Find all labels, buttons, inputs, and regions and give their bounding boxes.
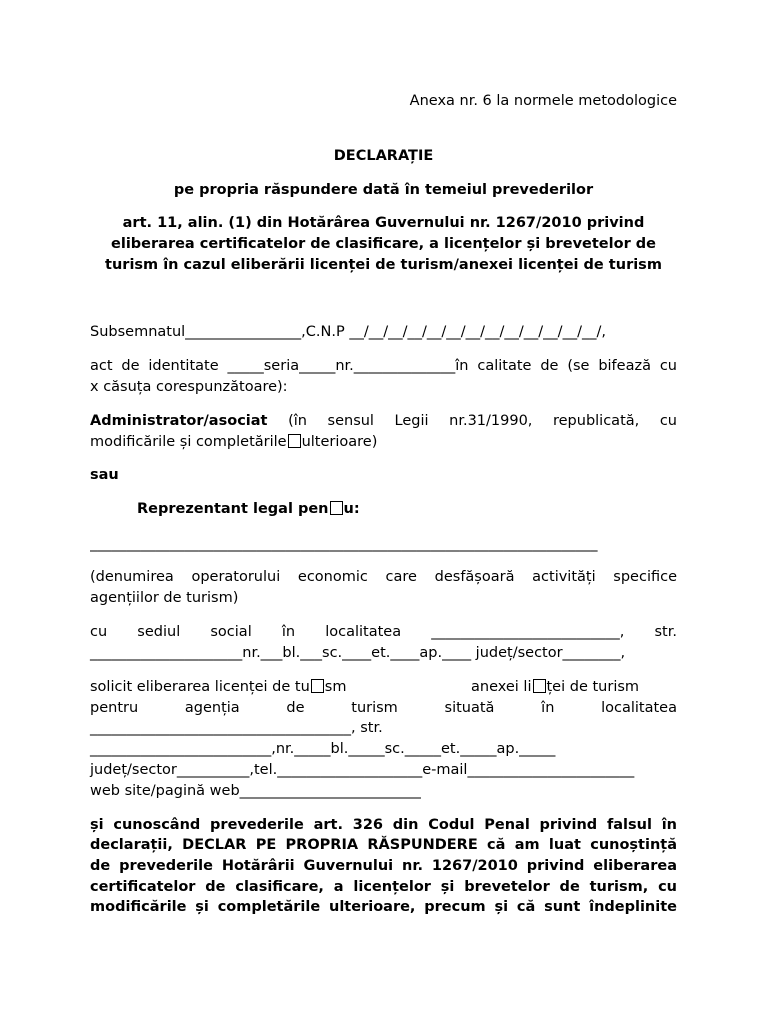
administrator-text: (în sensul Legii nr.31/1990, republicată, cu xyxy=(267,413,677,429)
reprezentant-text-2: u: xyxy=(343,501,360,517)
solicit-text-2: sm xyxy=(324,679,347,695)
subtitle: pe propria răspundere dată în temeiul prevederilor xyxy=(173,182,594,198)
page-title: DECLARAȚIE xyxy=(333,148,434,164)
solicit-text-4: ței de turism xyxy=(546,679,640,695)
solicit-text-1: solicit eliberarea licenței de tu xyxy=(90,679,310,695)
subsemnatul-line: Subsemnatul________________,C.N.P __/__/__/__/__/__/__/__/__/__/__/__/__/, xyxy=(90,324,606,340)
administrator-text-3: ulterioare) xyxy=(301,434,378,450)
anexa-checkbox[interactable] xyxy=(533,679,546,693)
solicit-text-3: anexei li xyxy=(471,679,532,695)
administrator-text-2: modificările și completările xyxy=(90,434,287,450)
operator-name-field[interactable]: ______________________________________________________________________ xyxy=(90,536,598,552)
reprezentant-line xyxy=(137,499,724,520)
administrator-label: Administrator/asociat xyxy=(90,413,268,429)
licenta-checkbox[interactable] xyxy=(311,679,324,693)
reprezentant-text: Reprezentant legal pen xyxy=(137,501,329,517)
sau-label: sau xyxy=(90,467,119,483)
reprezentant-checkbox[interactable] xyxy=(330,501,343,515)
administrator-checkbox[interactable] xyxy=(288,434,301,448)
annex-label: Anexa nr. 6 la normele metodologice xyxy=(409,93,677,109)
